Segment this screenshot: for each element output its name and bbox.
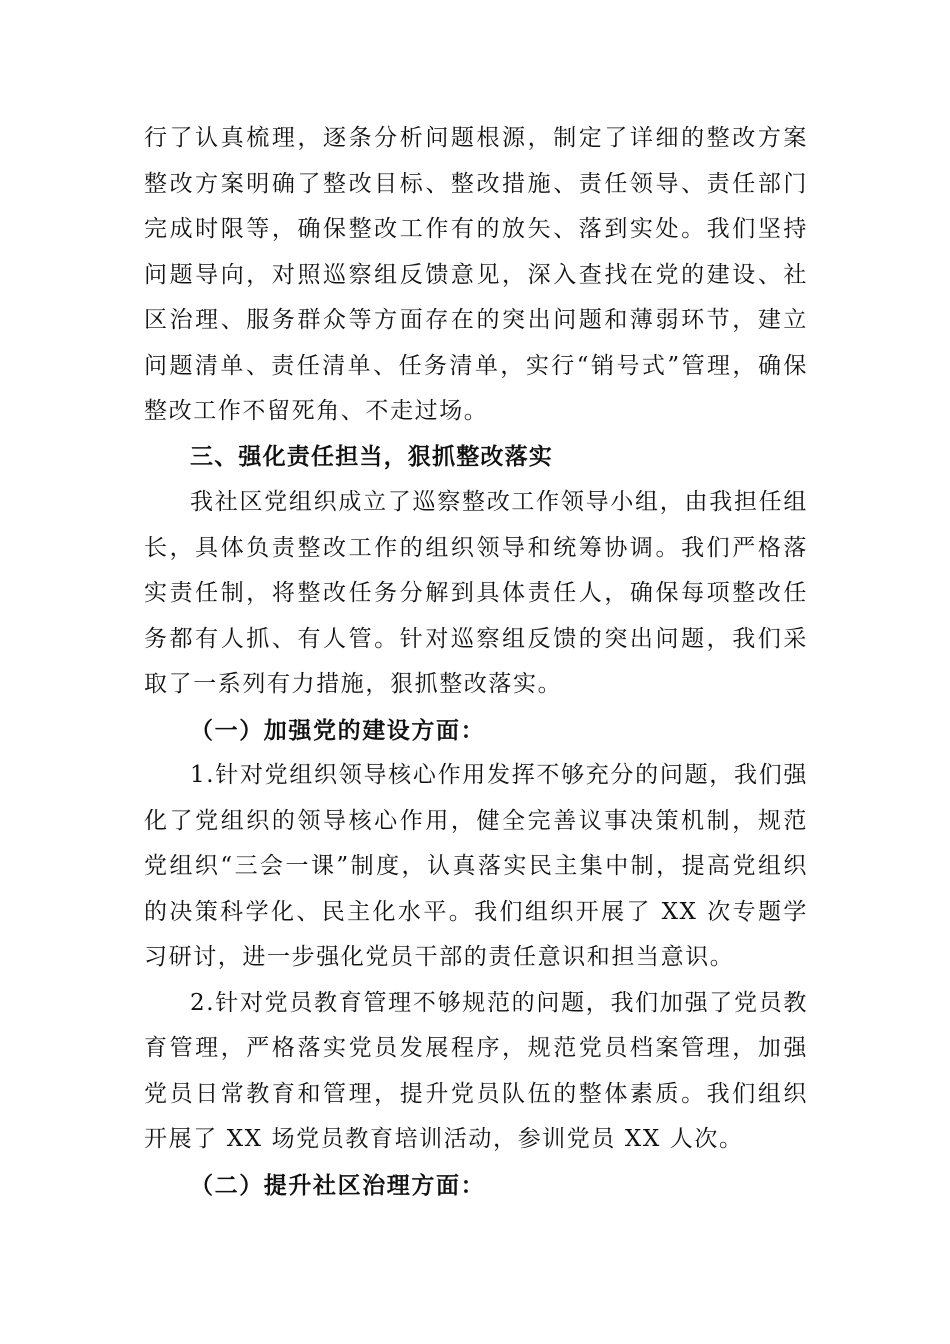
list-item-1: 1.针对党组织领导核心作用发挥不够充分的问题，我们强化了党组织的领导核心作用，健全完善议事决策机制，规范党组织“三会一课”制度，认真落实民主集中制，提高党组织的决策科学化、民主化水平。我们组织开展了 XX 次专题学习研讨，进一步强化党员干部的责任意识和担当意识。 <box>144 762 808 970</box>
subsection-heading-2: （二）提升社区治理方面： <box>190 1171 486 1199</box>
subsection-heading-1: （一）加强党的建设方面： <box>190 716 486 744</box>
paragraph-continuation: 行了认真梳理，逐条分析问题根源，制定了详细的整改方案整改方案明确了整改目标、整改措施、责任领导、责任部门完成时限等，确保整改工作有的放矢、落到实处。我们坚持问题导向，对照巡察组反馈意见，深入查找在党的建设、社区治理、服务群众等方面存在的突出问题和薄弱环节，建立问题清单、责任清单、任务清单，实行“销号式”管理，确保整改工作不留死角、不走过场。 <box>144 125 808 424</box>
section-heading-3: 三、强化责任担当，狠抓整改落实 <box>190 443 553 470</box>
section-3-intro: 我社区党组织成立了巡察整改工作领导小组，由我担任组长，具体负责整改工作的组织领导和统筹协调。我们严格落实责任制，将整改任务分解到具体责任人，确保每项整改任务都有人抓、有人管。针对巡察组反馈的突出问题，我们采取了一系列有力措施，狠抓整改落实。 <box>144 489 808 697</box>
document-body <box>144 116 808 1208</box>
list-item-2: 2.针对党员教育管理不够规范的问题，我们加强了党员教育管理，严格落实党员发展程序，规范党员档案管理，加强党员日常教育和管理，提升党员队伍的整体素质。我们组织开展了 XX 场党员教育培训活动，参训党员 XX 人次。 <box>144 989 808 1152</box>
